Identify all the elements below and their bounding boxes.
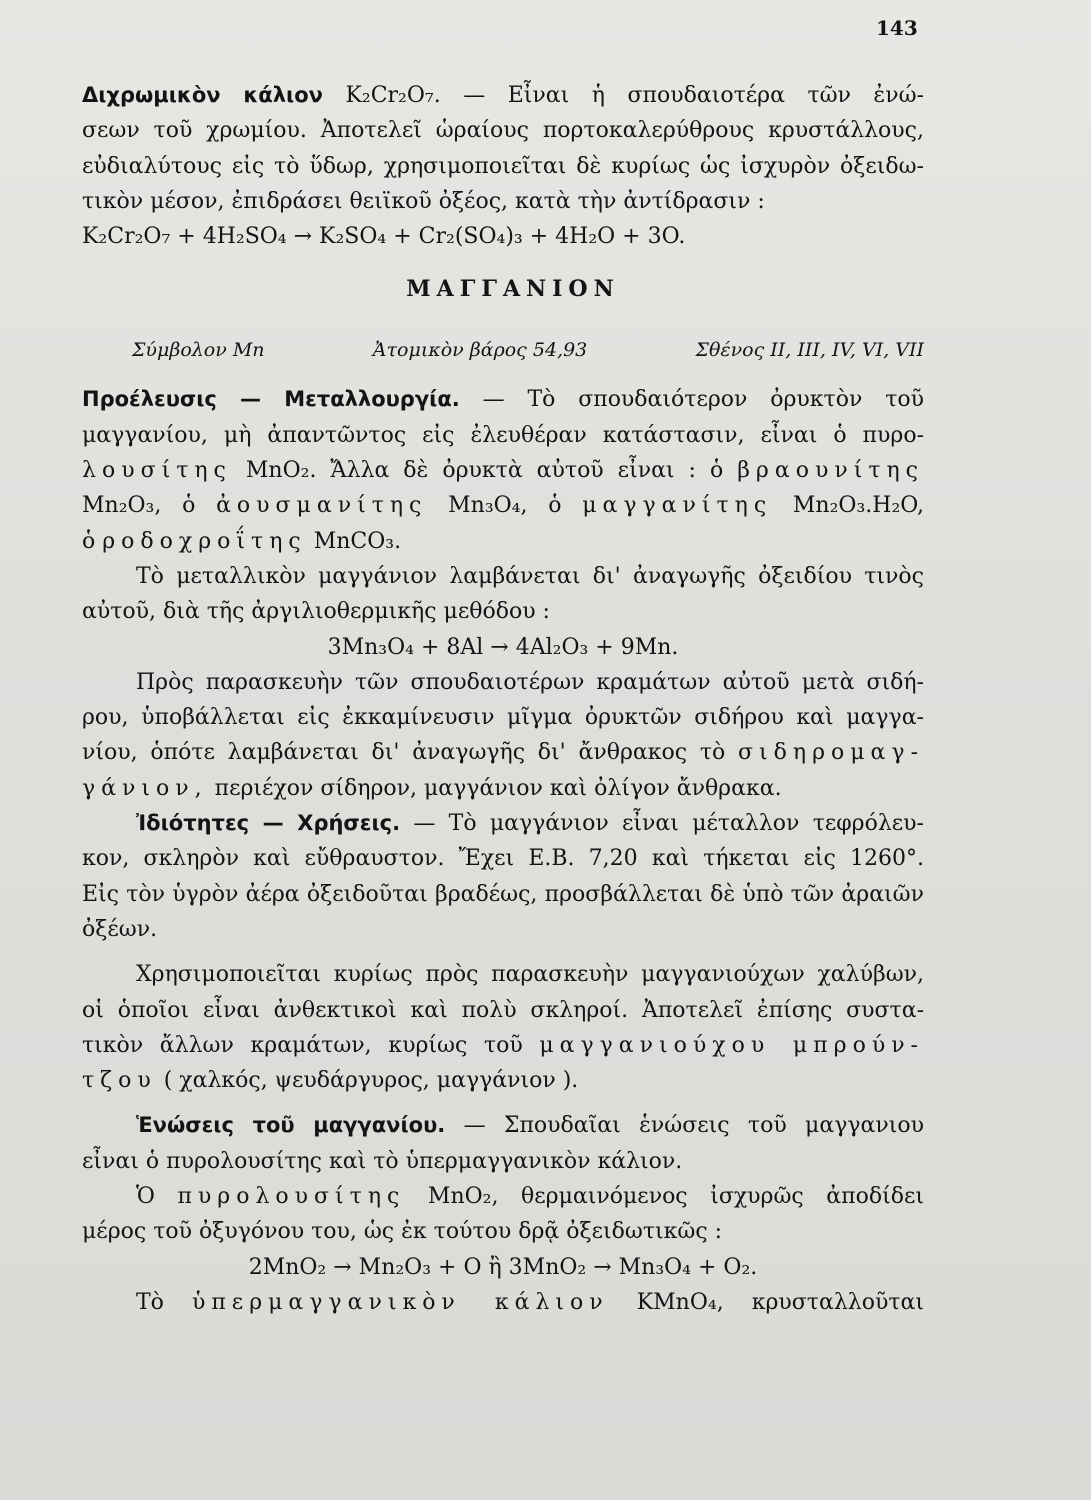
paragraph-gap-2 [82,1098,924,1108]
properties-line-1 [82,806,924,841]
origin-line-4-e: Mn₂O₃.H₂O, [792,493,925,519]
compounds-line-5-a: Τὸ [136,1289,164,1315]
origin-line-6: Τὸ μεταλλικὸν μαγγάνιον λαμβάνεται δι' ἀναγωγῆς ὀξειδίου τινὸς [136,563,924,589]
properties-line-2: κον, σκληρὸν καὶ εὔθραυστον. Ἔχει Ε.Β. 7,20 καὶ τήκεται εἰς 1260°. [82,846,924,872]
origin-line-7: αὐτοῦ, διὰ τῆς ἀργιλιοθερμικῆς μεθόδου : [82,599,550,625]
compounds-line-1-rest: — Σπουδαῖαι ἑνώσεις τοῦ μαγγανιου [463,1113,924,1139]
origin-line-4-c: Mn₃O₄, ὁ [448,493,562,519]
section-title: ΜΑΓΓΑΝΙΟΝ [406,276,620,303]
compounds-line-5 [82,1285,924,1320]
origin-heading: Προέλευσις — Μεταλλουργία. [82,387,460,412]
properties-line-4: ὀξέων. [82,916,158,942]
mineral-braunite: βραουνίτης [737,458,925,484]
term-manganese-bronze: μαγγανιούχου μπρούν- [539,1032,924,1058]
compounds-heading: Ἑνώσεις τοῦ μαγγανίου. [136,1113,446,1138]
term-manganese-bronze-end: τζου [82,1068,157,1094]
origin-line-1-rest: — Τὸ σπουδαιότερον ὀρυκτὸν τοῦ [482,387,924,413]
origin-line-3 [82,453,924,488]
origin-line-4 [82,488,924,523]
page-number: 143 [876,16,918,40]
term-potassium-permanganate: ὑπερμαγγανικὸν κάλιον [191,1289,609,1315]
mineral-rhodochrosite: ροδοχροΐτης [102,528,307,554]
origin-line-9: ρου, ὑποβάλλεται εἰς ἐκκαμίνευσιν μῖγμα ὀρυκτῶν σιδήρου καὶ μαγγα- [82,705,924,731]
compounds-line-3-a: Ὁ [136,1184,155,1210]
properties-line-8-b: ( χαλκός, ψευδάργυρος, μαγγάνιον ). [163,1068,579,1094]
dichromate-heading: Διχρωμικὸν κάλιον [82,83,323,107]
term-ferromanganese-end: γάνιον, [82,775,208,801]
term-pyrolusite: πυρολουσίτης [177,1184,406,1210]
properties-line-8 [82,1063,924,1098]
element-meta-row [82,324,924,376]
origin-line-10-a: νίου, ὁπότε λαμβάνεται δι' ἀναγωγῆς δι' ἄνθρακος τὸ [82,740,726,766]
compounds-line-3-c: MnO₂, θερμαινόμενος ἰσχυρῶς ἀποδίδει [427,1184,924,1210]
compounds-line-1 [82,1108,924,1143]
origin-line-8: Πρὸς παρασκευὴν τῶν σπουδαιοτέρων κραμάτων αὐτοῦ μετὰ σιδή- [136,669,924,695]
element-symbol: Σύμβολον Mn [132,339,265,362]
properties-line-7 [82,1028,924,1063]
properties-line-7-a: τικὸν ἄλλων κραμάτων, κυρίως τοῦ [82,1032,523,1058]
dichromate-line-2: σεων τοῦ χρωμίου. Ἀποτελεῖ ὡραίους πορτοκαλερύθρους κρυστάλλους, [82,118,924,144]
origin-line-5 [82,524,924,559]
origin-line-3-mid: MnO₂. Ἄλλα δὲ ὀρυκτὰ αὐτοῦ εἶναι : ὁ [245,458,724,484]
origin-line-5-c: MnCO₃. [313,528,402,554]
mineral-pyrolusite: λουσίτης [82,458,232,484]
compounds-line-3 [82,1179,924,1214]
compounds-line-5-c: KMnO₄, κρυσταλλοῦται [636,1289,924,1315]
origin-line-5-a: ὁ [82,528,96,554]
paragraph-gap [82,947,924,957]
dichromate-line-1-rest: K₂Cr₂O₇. — Εἶναι ἡ σπουδαιοτέρα τῶν ἐνώ- [345,83,924,108]
mineral-manganite: μαγγανίτης [582,493,773,519]
pyrolusite-equation: 2MnO₂ → Mn₂O₃ + O ἢ 3MnO₂ → Mn₃O₄ + O₂. [248,1254,758,1280]
dichromate-line-4: τικὸν μέσον, ἐπιδράσει θειϊκοῦ ὀξέος, κατὰ τὴν ἀντίδρασιν : [82,188,765,214]
dichromate-line-3: εὐδιαλύτους εἰς τὸ ὕδωρ, χρησιμοποιεῖται δὲ κυρίως ὡς ἰσχυρὸν ὀξειδω- [82,153,924,179]
properties-line-6: οἱ ὁποῖοι εἶναι ἀνθεκτικοὶ καὶ πολὺ σκληροί. Ἀποτελεῖ ἐπίσης συστα- [82,997,924,1023]
aluminothermy-equation: 3Mn₃O₄ + 8Al → 4Al₂O₃ + 9Mn. [327,634,679,660]
element-valence: Σθένος II, III, IV, VI, VII [695,339,924,362]
page-text [82,78,924,1320]
properties-line-1-rest: — Τὸ μαγγάνιον εἶναι μέταλλον τεφρόλευ- [413,811,924,837]
properties-line-5: Χρησιμοποιεῖται κυρίως πρὸς παρασκευὴν μαγγανιούχων χαλύβων, [136,962,924,988]
term-ferromanganese: σιδηρομαγ- [738,740,924,766]
dichromate-line-1 [82,78,924,113]
origin-line-11 [82,771,924,806]
origin-line-1 [82,382,924,417]
origin-line-4-a: Mn₂O₃, ὁ [82,493,196,519]
origin-line-11-b: περιέχον σίδηρον, μαγγάνιον καὶ ὀλίγον ἄνθρακα. [214,775,782,801]
origin-line-10 [82,735,924,770]
origin-line-2: μαγγανίου, μὴ ἀπαντῶντος εἰς ἐλευθέραν κατάστασιν, εἶναι ὁ πυρο- [82,422,924,448]
properties-line-3: Εἰς τὸν ὑγρὸν ἀέρα ὀξειδοῦται βραδέως, προσβάλλεται δὲ ὑπὸ τῶν ἀραιῶν [82,881,924,907]
compounds-line-2: εἶναι ὁ πυρολουσίτης καὶ τὸ ὑπερμαγγανικὸν κάλιον. [82,1148,683,1174]
element-atomic-weight: Ἀτομικὸν βάρος 54,93 [372,339,588,362]
mineral-hausmannite: ἀουσμανίτης [216,493,428,519]
compounds-line-4: μέρος τοῦ ὀξυγόνου του, ὡς ἐκ τούτου δρᾷ ὀξειδωτικῶς : [82,1219,723,1245]
dichromate-equation: K₂Cr₂O₇ + 4H₂SO₄ → K₂SO₄ + Cr₂(SO₄)₃ + 4H₂O + 3O. [82,224,686,250]
properties-heading: Ἰδιότητες — Χρήσεις. [136,811,401,836]
